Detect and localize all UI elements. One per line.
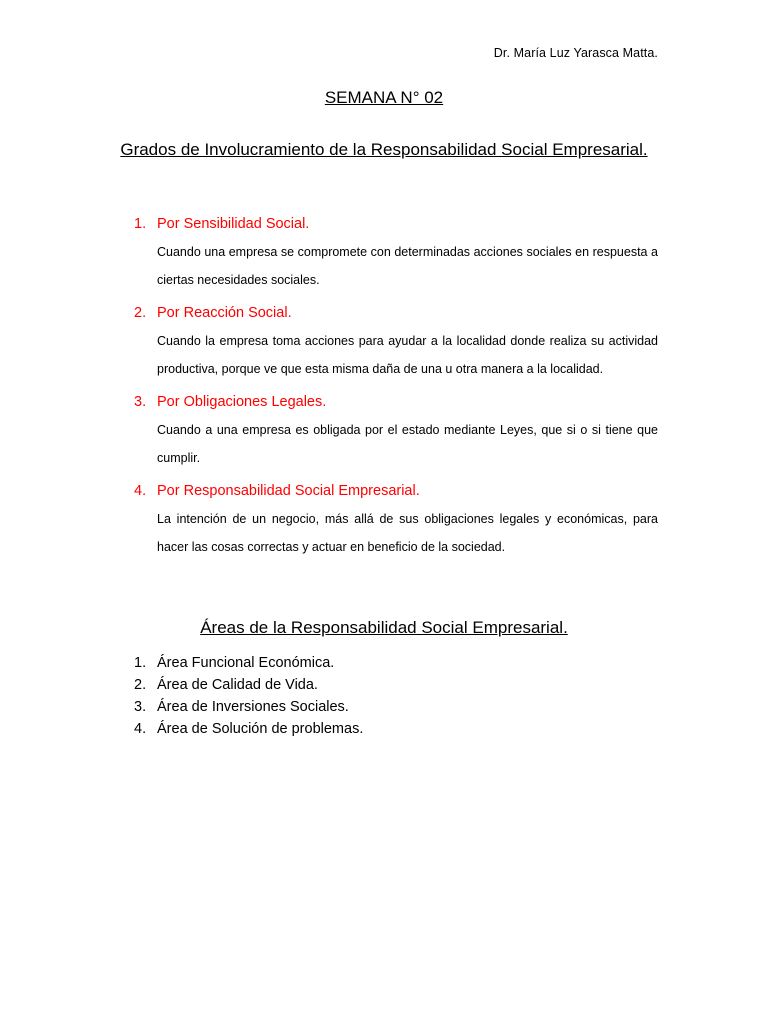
grado-description: Cuando la empresa toma acciones para ayudar a la localidad donde realiza su actividad productiva, porque ve que esta misma daña de una u otra manera a la localidad. [157, 334, 658, 376]
area-item [134, 652, 658, 674]
main-title: Grados de Involucramiento de la Responsabilidad Social Empresarial. [120, 140, 648, 159]
area-item [134, 674, 658, 696]
week-title: SEMANA N° 02 [324, 88, 444, 107]
grado-number: 2. [134, 305, 147, 321]
area-label: Área Funcional Económica. [157, 655, 335, 671]
area-number: 2. [134, 677, 147, 693]
grado-description: La intención de un negocio, más allá de sus obligaciones legales y económicas, para hacer las cosas correctas y actuar en beneficio de la sociedad. [157, 512, 658, 554]
grado-item [134, 388, 658, 472]
grado-item [134, 299, 658, 383]
areas-list [134, 652, 658, 740]
grado-description: Cuando una empresa se compromete con determinadas acciones sociales en respuesta a ciertas necesidades sociales. [157, 245, 658, 287]
grado-title: Por Responsabilidad Social Empresarial. [157, 483, 420, 499]
grado-title: Por Obligaciones Legales. [157, 394, 327, 410]
grado-item [134, 477, 658, 561]
grado-title: Por Reacción Social. [157, 305, 292, 321]
grado-heading [134, 299, 658, 327]
author-name: Dr. María Luz Yarasca Matta. [493, 46, 658, 60]
area-label: Área de Inversiones Sociales. [157, 699, 349, 715]
grado-item [134, 210, 658, 294]
grado-heading [134, 210, 658, 238]
area-number: 4. [134, 721, 147, 737]
area-number: 1. [134, 655, 147, 671]
grado-number: 3. [134, 394, 147, 410]
grado-title: Por Sensibilidad Social. [157, 216, 310, 232]
grado-description: Cuando a una empresa es obligada por el estado mediante Leyes, que si o si tiene que cumplir. [157, 423, 658, 465]
area-number: 3. [134, 699, 147, 715]
grados-list [134, 210, 658, 566]
areas-title: Áreas de la Responsabilidad Social Empresarial. [200, 618, 568, 637]
grado-number: 4. [134, 483, 147, 499]
area-label: Área de Solución de problemas. [157, 721, 364, 737]
grado-number: 1. [134, 216, 147, 232]
grado-heading [134, 388, 658, 416]
area-item [134, 718, 658, 740]
area-label: Área de Calidad de Vida. [157, 677, 318, 693]
grado-heading [134, 477, 658, 505]
area-item [134, 696, 658, 718]
